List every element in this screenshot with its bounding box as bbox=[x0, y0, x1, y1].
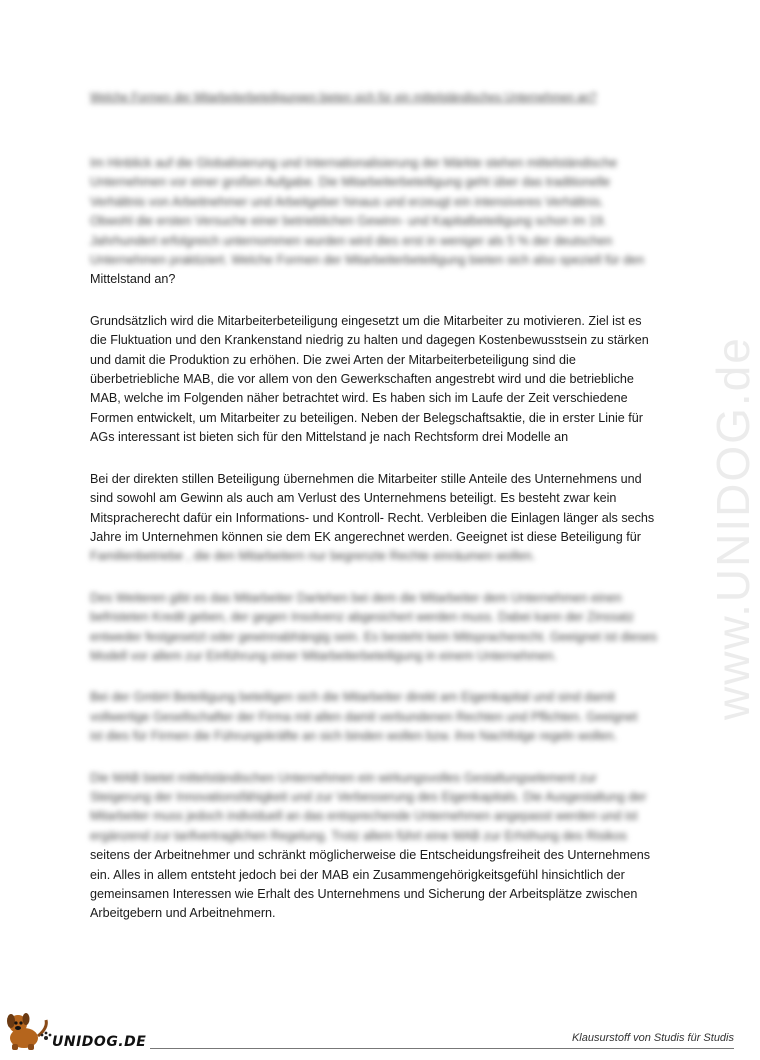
text-line: Arbeitgebern und Arbeitnehmern. bbox=[90, 906, 276, 921]
text-line: gemeinsamen Interessen wie Erhalt des Unternehmens und Sicherung der Arbeitsplätze zwischen bbox=[90, 887, 638, 901]
blurred-text-line: Im Hinblick auf die Globalisierung und Internationalisierung der Märkte stehen mittelständische bbox=[90, 156, 618, 170]
blurred-text-line: Obwohl die ersten Versuche einer betrieblichen Gewinn- und Kapitalbeteiligung schon im 19. bbox=[90, 214, 607, 229]
blurred-text-line: vollwertige Gesellschafter der Firma mit allen damit verbundenen Rechten und Pflichten. Geeignet bbox=[90, 709, 638, 724]
text-line: Bei der direkten stillen Beteiligung übernehmen die Mitarbeiter stille Anteile des Unternehmens und bbox=[90, 471, 642, 486]
text-line: AGs interessant ist bieten sich für den Mittelstand je nach Rechtsform drei Modelle an bbox=[90, 430, 569, 445]
text-line: Formen entwickelt, um Mitarbeiter zu beteiligen. Neben der Belegschaftsaktie, die in erster Linie für bbox=[90, 410, 643, 425]
text-line: ein. Alles in allem entsteht jedoch bei der MAB ein Zusammengehörigkeitsgefühl hinsichtlich der bbox=[90, 867, 625, 882]
paragraph bbox=[90, 154, 662, 290]
footer-tagline: Klausurstoff von Studis für Studis bbox=[571, 1032, 734, 1044]
text-line: Mitspracherecht dafür ein Informations- und Kontroll- Recht. Verbleiben die Einlagen länger als sechs bbox=[90, 510, 655, 525]
blurred-text-line: Unternehmen praktiziert. Welche Formen der Mitarbeiterbeteiligung bieten sich also speziell für den bbox=[90, 253, 645, 268]
blurred-text-line: ist dies für Firmen die Führungskräfte an sich binden wollen bzw. ihre Nachfolge regeln wollen. bbox=[90, 729, 618, 744]
logo-text: UNIDOG.DE bbox=[52, 1034, 147, 1050]
paragraph bbox=[90, 312, 662, 448]
text-line: überbetriebliche MAB, die vor allem von den Gewerkschaften angestrebt wird und die betriebliche bbox=[90, 372, 634, 387]
paragraph bbox=[90, 589, 662, 667]
text-line: Mittelstand an? bbox=[90, 272, 176, 287]
paragraph-list bbox=[90, 154, 662, 924]
unidog-logo bbox=[2, 1008, 152, 1052]
paragraph bbox=[90, 688, 662, 746]
document-heading: Welche Formen der Mitarbeiterbeteiligungen bieten sich für ein mittelständisches Unternehmen an? bbox=[90, 92, 597, 104]
blurred-text-line: Die MAB bietet mittelständischen Unternehmen ein wirkungsvolles Gestaltungselement zur bbox=[90, 770, 597, 785]
blurred-text-line: entweder festgesetzt oder gewinnabhängig sein. Es besteht kein Mitspracherecht. Geeignet ist dieses bbox=[90, 629, 658, 644]
watermark: www.UNIDOG.de bbox=[707, 336, 759, 720]
blurred-text-line: Steigerung der Innovationsfähigkeit und zur Verbesserung des Eigenkapitals. Die Ausgestaltung der bbox=[90, 789, 647, 804]
text-line: MAB, welche im Folgenden näher betrachtet wird. Es haben sich im Laufe der Zeit verschiedene bbox=[90, 391, 628, 406]
blurred-text-line: Verhältnis von Arbeitnehmer und Arbeitgeber hinaus und erzeugt ein intensiveres Verhältnis. bbox=[90, 194, 604, 209]
text-line: seitens der Arbeitnehmer und schränkt möglicherweise die Entscheidungsfreiheit des Unternehmens bbox=[90, 848, 651, 863]
blurred-text-line: Mitarbeiter muss jedoch individuell an das entsprechende Unternehmen angepasst werden und ist bbox=[90, 809, 638, 824]
blurred-text-line: Bei der GmbH Beteiligung beteiligen sich die Mitarbeiter direkt am Eigenkapital und sind damit bbox=[90, 690, 616, 705]
dog-mascot-icon bbox=[2, 1008, 54, 1052]
blurred-text-line: Jahrhundert erfolgreich unternommen wurden wird dies erst in weniger als 5 % der deutschen bbox=[90, 233, 613, 248]
text-line: Jahre im Unternehmen können sie dem EK angerechnet werden. Geeignet ist diese Beteiligung für bbox=[90, 529, 641, 544]
blurred-text-line: Modell vor allem zur Einführung einer Mitarbeiterbeteiligung in einem Unternehmen. bbox=[90, 648, 557, 663]
paragraph bbox=[90, 769, 662, 924]
blurred-text-line: ergänzend zur tarifvertraglichen Regelung. Trotz allem führt eine MAB zur Erhöhung des Risikos bbox=[90, 828, 627, 843]
footer-divider bbox=[150, 1048, 734, 1049]
text-line: die Fluktuation und den Krankenstand niedrig zu halten und dagegen Kostenbewusstsein zu stärken bbox=[90, 333, 649, 348]
blurred-text-line: befristeten Kredit geben, der gegen Insolvenz abgesichert werden muss. Dabei kann der Zinssatz bbox=[90, 610, 634, 625]
blurred-text-line: Familienbetriebe , die den Mitarbeitern nur begrenzte Rechte einräumen wollen. bbox=[90, 549, 536, 564]
document-body bbox=[90, 90, 662, 946]
text-line: und damit die Produktion zu erhöhen. Die zwei Arten der Mitarbeiterbeteiligung sind die bbox=[90, 352, 576, 367]
text-line: Grundsätzlich wird die Mitarbeiterbeteiligung eingesetzt um die Mitarbeiter zu motivieren. Ziel ist es bbox=[90, 313, 642, 328]
blurred-text-line: Des Weiteren gibt es das Mitarbeiter Darlehen bei dem die Mitarbeiter dem Unternehmen einen bbox=[90, 590, 622, 605]
blurred-text-line: Unternehmen vor einer großen Aufgabe. Die Mitarbeiterbeteiligung geht über das traditionelle bbox=[90, 175, 611, 190]
text-line: sind sowohl am Gewinn als auch am Verlust des Unternehmens beteiligt. Es besteht zwar kein bbox=[90, 491, 617, 506]
paragraph bbox=[90, 470, 662, 567]
